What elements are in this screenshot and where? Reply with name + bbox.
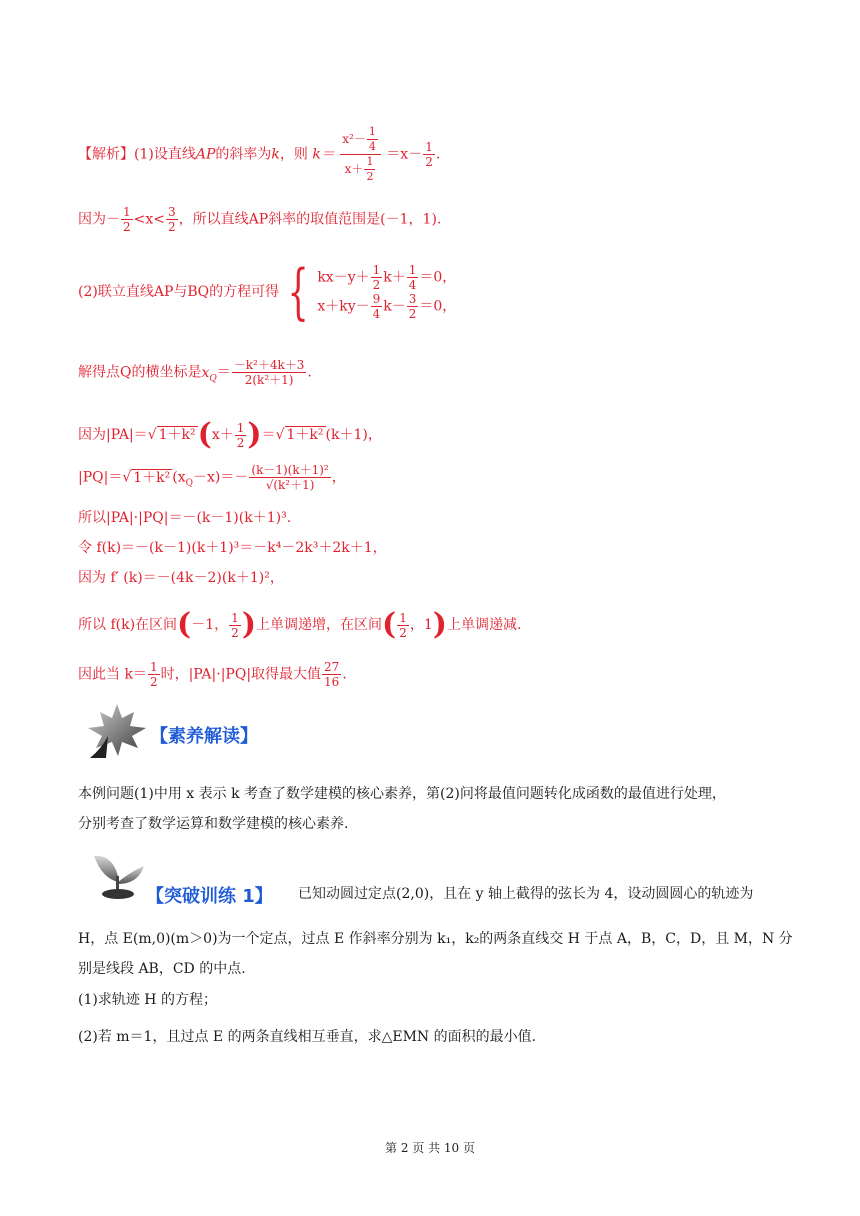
text: kx－y＋ [317, 269, 370, 286]
text: ，所以直线AP斜率的取值范围是(－1，1). [178, 211, 442, 228]
text: k－ [383, 298, 406, 315]
literacy-text-2: 分别考查了数学运算和数学建模的核心素养. [78, 816, 349, 832]
text: |PQ|＝ [78, 469, 123, 486]
training-text-3: 别是线段 AB，CD 的中点. [78, 961, 246, 977]
analysis-line-5: 因为|PA|＝√ 1＋k²(x＋ $\frac{1}{2}$ )＝√ 1＋k² (k＋1)， [78, 417, 382, 452]
text: 因为|PA|＝ [78, 427, 148, 443]
question-1: (1)求轨迹 H 的方程； [78, 992, 217, 1008]
text: AP [195, 146, 216, 163]
text: (1)设直线 [134, 146, 196, 163]
text: k＋ [383, 269, 406, 286]
text: ＝0， [419, 269, 457, 286]
sprout-icon [88, 842, 148, 900]
text: ＝0， [419, 298, 457, 315]
analysis-line-6: |PQ|＝√ 1＋k² $(x_Q-x)=-$ $\frac{\text{(k－1)(k＋1)²}}{\text{√(k²＋1)}}$ ， [78, 463, 346, 492]
analysis-line-8: 令 f(k)＝－(k－1)(k＋1)³＝－k⁴－2k³＋2k＋1， [78, 540, 387, 556]
analysis-line-4: 解得点Q的横坐标是$x_Q=$ $\frac{\text{－k²＋4k＋3}}{\text{2(k²＋1)}}$ . [78, 358, 312, 387]
math: k＝ [312, 146, 335, 163]
text: (2)联立直线AP与BQ的方程可得 [78, 284, 280, 300]
fraction: x²－ $\frac{1}{4}$ x＋ $\frac{1}{2}$ [340, 125, 381, 184]
analysis-line-3: (2)联立直线AP与BQ的方程可得 { kx－y＋ $\frac{1}{2}$ k＋ $\frac{1}{4}$ ＝0， x＋ky－ $\frac{9}{4}$ k－ $\frac{3}{2}$ ＝0， [78, 257, 457, 327]
text: . [342, 666, 347, 683]
text: 因为 [78, 211, 106, 228]
text: 时，|PA|·|PQ|取得最大值 [160, 666, 322, 683]
fraction: $\frac{1}{2}$ [425, 140, 433, 169]
analysis-line-7: 所以|PA|·|PQ|＝－(k－1)(k＋1)³. [78, 510, 292, 526]
text: 因此当 k＝ [78, 666, 147, 683]
text: k [271, 146, 280, 163]
text: ，则 [279, 146, 308, 163]
text: x＋ky－ [317, 298, 370, 315]
analysis-line-9: 因为 f′ (k)＝－(4k－2)(k＋1)²， [78, 570, 284, 586]
training-title: 【突破训练 1】 [146, 886, 273, 907]
analysis-line-11: 因此当 k＝ $\frac{1}{2}$ 时，|PA|·|PQ|取得最大值 $\frac{27}{16}$ . [78, 660, 347, 689]
analysis-line-2: 因为－ $\frac{1}{2}$ <x< $\frac{3}{2}$ ，所以直线AP斜率的取值范围是(－1，1). [78, 205, 442, 234]
text: 上单调递减. [446, 617, 522, 633]
analysis-label: 【解析】 [78, 146, 134, 163]
text: 解得点Q的横坐标是 [78, 364, 202, 381]
literacy-text-1: 本例问题(1)中用 x 表示 k 考查了数学建模的核心素养，第(2)问将最值问题转化成函数的最值进行处理， [78, 786, 726, 802]
text: 所以 f(k)在区间 [78, 617, 178, 633]
page-footer: 第 2 页 共 10 页 [385, 1141, 475, 1155]
training-text-2: H，点 E(m,0)(m＞0)为一个定点，过点 E 作斜率分别为 k₁，k₂的两条直线交 H 于点 A，B，C，D，且 M，N 分 [78, 931, 793, 947]
analysis-line-1: 【解析】(1)设直线AP的斜率为k，则 k＝ x²－ $\frac{1}{4}$ x＋ $\frac{1}{2}$ ＝x－ $\frac{1}{2}$ . [78, 125, 441, 183]
maple-leaf-icon [82, 700, 152, 762]
analysis-line-10: 所以 f(k)在区间(－1， $\frac{1}{2}$ )上单调递增，在区间( $\frac{1}{2}$ ，1)上单调递减. [78, 607, 522, 642]
text: 的斜率为 [215, 146, 272, 163]
text: 上单调递增，在区间 [256, 617, 383, 633]
literacy-title: 【素养解读】 [150, 726, 258, 747]
training-text-1: 已知动圆过定点(2,0)，且在 y 轴上截得的弦长为 4，设动圆圆心的轨迹为 [298, 886, 754, 902]
question-2: (2)若 m＝1，且过点 E 的两条直线相互垂直，求△EMN 的面积的最小值. [78, 1029, 537, 1045]
